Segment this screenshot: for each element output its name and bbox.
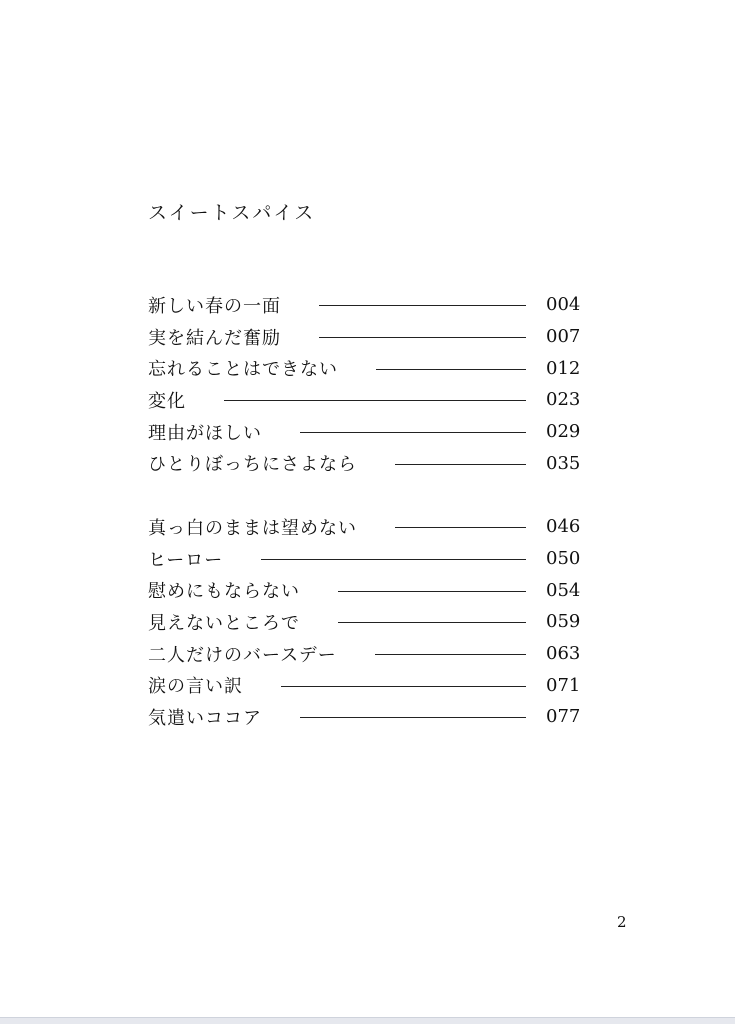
toc-entry-title: 慰めにもならない	[148, 581, 300, 603]
toc-entry-title: ヒーロー	[148, 549, 224, 571]
toc-entry[interactable]	[148, 384, 580, 416]
toc-leader-line	[338, 622, 526, 623]
toc-entry[interactable]	[148, 574, 580, 606]
toc-leader-line	[261, 559, 526, 560]
toc-leader-line	[300, 432, 526, 433]
toc-entry-title: 忘れることはできない	[148, 359, 338, 381]
toc-leader-line	[281, 686, 526, 687]
toc-entry-page: 063	[546, 643, 581, 665]
toc-entry-page: 059	[546, 611, 581, 633]
toc-entry-title: 真っ白のままは望めない	[148, 517, 357, 539]
toc-entry-page: 077	[546, 706, 581, 728]
toc-entry[interactable]	[148, 606, 580, 638]
toc-entry-title: 変化	[148, 390, 186, 412]
toc-section-2	[148, 511, 580, 733]
toc-leader-line	[224, 400, 526, 401]
book-title: スイートスパイス	[148, 202, 316, 224]
toc-entry-title: 理由がほしい	[148, 422, 262, 444]
toc-entry-title: 気遣いココア	[148, 707, 262, 729]
toc-entry[interactable]	[148, 416, 580, 448]
toc-entry-page: 035	[546, 452, 581, 474]
toc-entry[interactable]	[148, 511, 580, 543]
toc-entry-title: 見えないところで	[148, 612, 300, 634]
toc-leader-line	[319, 305, 526, 306]
toc-leader-line	[300, 717, 526, 718]
toc-section-1	[148, 289, 580, 479]
toc-entry-title: 新しい春の一面	[148, 295, 281, 317]
toc-leader-line	[338, 591, 526, 592]
toc-leader-line	[376, 369, 526, 370]
toc-entry[interactable]	[148, 447, 580, 479]
toc-entry-title: 実を結んだ奮励	[148, 327, 281, 349]
toc-entry[interactable]	[148, 701, 580, 733]
toc-entry-page: 012	[546, 357, 581, 379]
toc-entry[interactable]	[148, 352, 580, 384]
toc-leader-line	[375, 654, 526, 655]
toc-entry-page: 007	[546, 326, 581, 348]
toc-leader-line	[319, 337, 526, 338]
toc-entry-page: 050	[546, 548, 581, 570]
toc-leader-line	[395, 464, 526, 465]
toc-entry-page: 054	[546, 579, 581, 601]
toc-entry-page: 071	[546, 674, 581, 696]
toc-entry-page: 004	[546, 294, 581, 316]
toc-entry[interactable]	[148, 321, 580, 353]
toc-entry[interactable]	[148, 289, 580, 321]
toc-entry-page: 046	[546, 516, 581, 538]
toc-entry-page: 023	[546, 389, 581, 411]
page-bottom-edge	[0, 1017, 735, 1024]
toc-entry-page: 029	[546, 421, 581, 443]
toc-entry[interactable]	[148, 543, 580, 575]
toc-entry-title: ひとりぼっちにさよなら	[148, 454, 357, 476]
toc-entry-title: 二人だけのバースデー	[148, 644, 337, 666]
toc-entry[interactable]	[148, 669, 580, 701]
page-number: 2	[617, 913, 627, 931]
toc-entry-title: 涙の言い訳	[148, 676, 243, 698]
toc-leader-line	[395, 527, 526, 528]
toc-entry[interactable]	[148, 638, 580, 670]
